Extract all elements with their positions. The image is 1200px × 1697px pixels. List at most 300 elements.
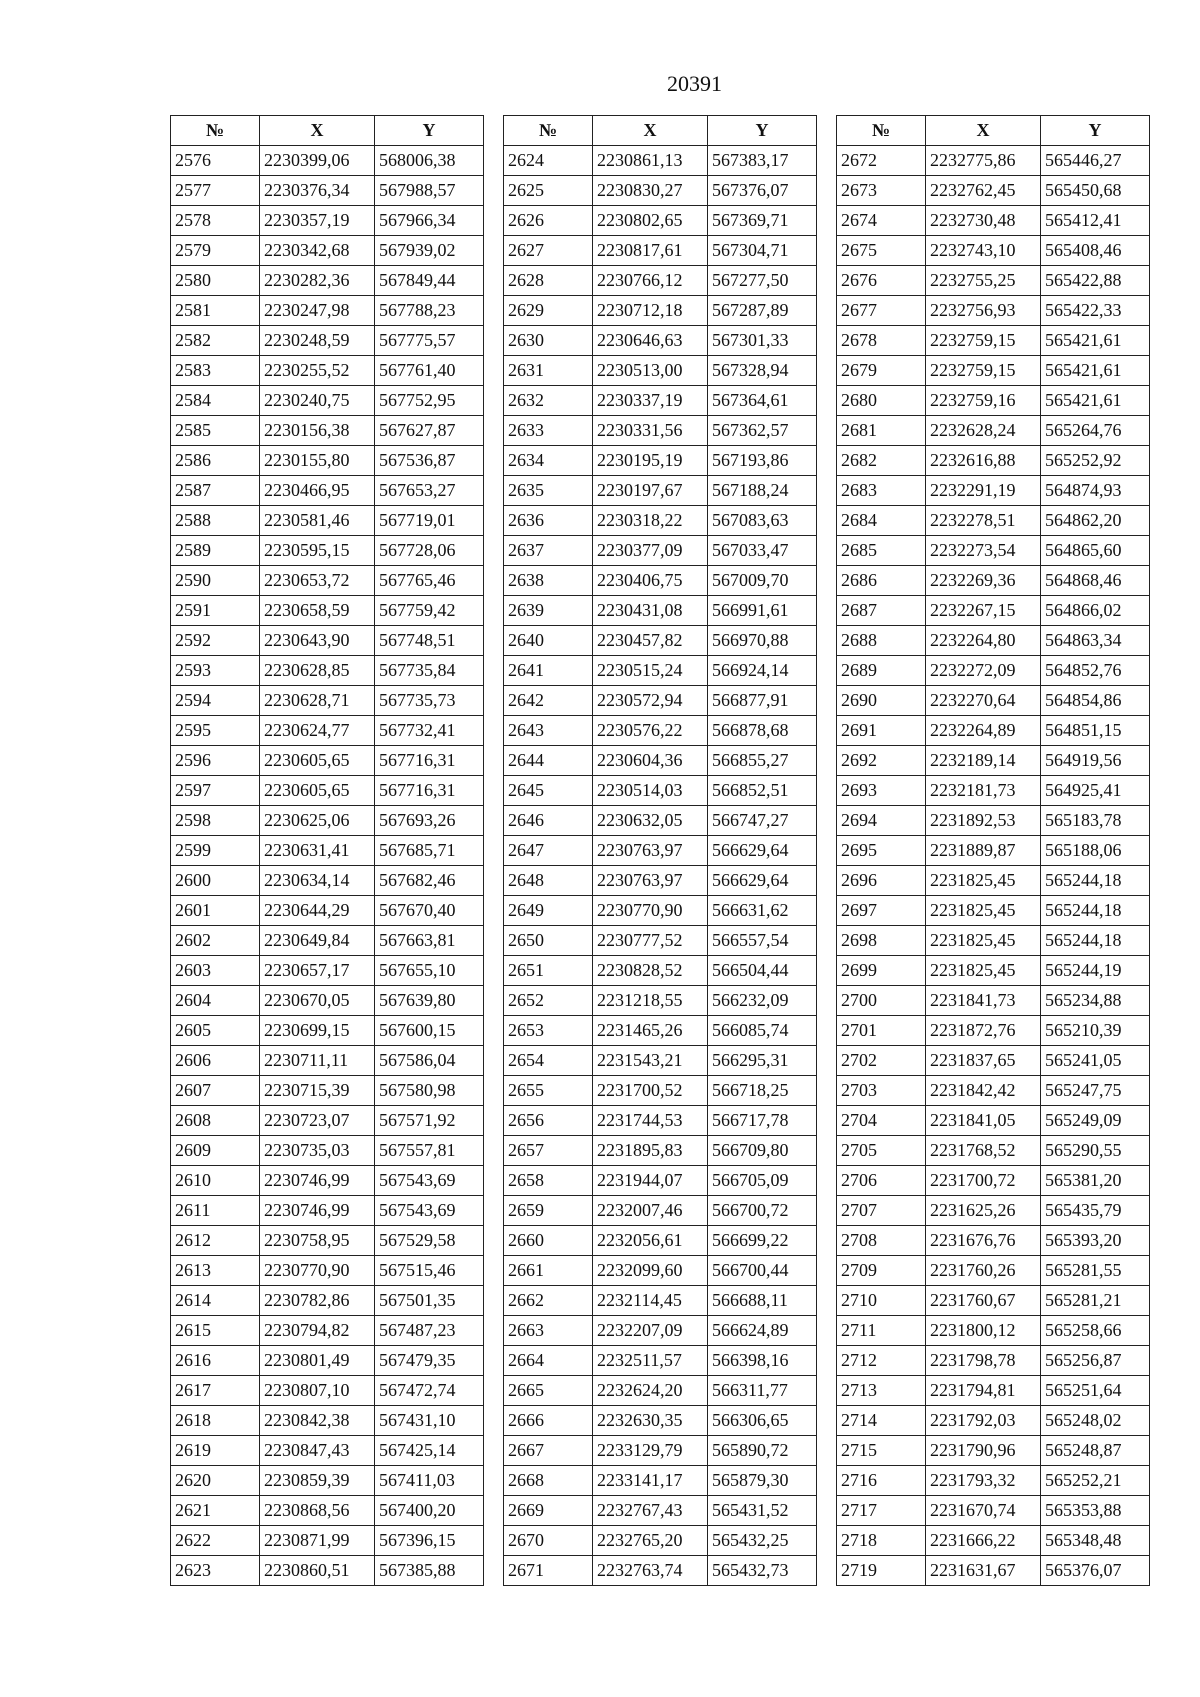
cell-y: 565281,55 [1041, 1256, 1150, 1286]
cell-x: 2230337,19 [593, 386, 708, 416]
cell-x: 2232264,89 [926, 716, 1041, 746]
cell-number: 2694 [837, 806, 926, 836]
cell-x: 2231944,07 [593, 1166, 708, 1196]
cell-number: 2714 [837, 1406, 926, 1436]
cell-x: 2230735,03 [260, 1136, 375, 1166]
cell-x: 2232765,20 [593, 1526, 708, 1556]
cell-y: 567653,27 [375, 476, 484, 506]
cell-number: 2713 [837, 1376, 926, 1406]
table-row [837, 356, 1150, 386]
cell-y: 565258,66 [1041, 1316, 1150, 1346]
table-row [504, 1046, 817, 1076]
table-row [171, 986, 484, 1016]
table-row [504, 236, 817, 266]
cell-y: 564868,46 [1041, 566, 1150, 596]
table-row [504, 1226, 817, 1256]
cell-y: 566311,77 [708, 1376, 817, 1406]
cell-number: 2670 [504, 1526, 593, 1556]
table-row [504, 986, 817, 1016]
cell-number: 2638 [504, 566, 593, 596]
cell-x: 2231218,55 [593, 986, 708, 1016]
cell-y: 567009,70 [708, 566, 817, 596]
cell-number: 2593 [171, 656, 260, 686]
cell-y: 566306,65 [708, 1406, 817, 1436]
cell-x: 2230406,75 [593, 566, 708, 596]
cell-number: 2654 [504, 1046, 593, 1076]
table-header-row [171, 116, 484, 146]
cell-y: 565450,68 [1041, 176, 1150, 206]
table-row [504, 746, 817, 776]
table-row [837, 956, 1150, 986]
cell-x: 2232273,54 [926, 536, 1041, 566]
cell-x: 2231543,21 [593, 1046, 708, 1076]
cell-y: 566970,88 [708, 626, 817, 656]
cell-y: 566705,09 [708, 1166, 817, 1196]
cell-x: 2231842,42 [926, 1076, 1041, 1106]
cell-number: 2649 [504, 896, 593, 926]
cell-number: 2625 [504, 176, 593, 206]
table-row [837, 1016, 1150, 1046]
page-number: 20391 [667, 71, 722, 96]
cell-y: 565435,79 [1041, 1196, 1150, 1226]
cell-number: 2580 [171, 266, 260, 296]
cell-y: 567849,44 [375, 266, 484, 296]
table-row [171, 806, 484, 836]
cell-x: 2230766,12 [593, 266, 708, 296]
cell-y: 566700,44 [708, 1256, 817, 1286]
cell-x: 2230763,97 [593, 866, 708, 896]
cell-number: 2693 [837, 776, 926, 806]
cell-x: 2231825,45 [926, 866, 1041, 896]
cell-x: 2232189,14 [926, 746, 1041, 776]
cell-number: 2617 [171, 1376, 260, 1406]
cell-y: 565252,92 [1041, 446, 1150, 476]
table-row [837, 1316, 1150, 1346]
cell-number: 2672 [837, 146, 926, 176]
cell-y: 567719,01 [375, 506, 484, 536]
cell-y: 567748,51 [375, 626, 484, 656]
cell-x: 2231625,26 [926, 1196, 1041, 1226]
cell-number: 2648 [504, 866, 593, 896]
cell-number: 2715 [837, 1436, 926, 1466]
table-row [504, 386, 817, 416]
table-header-row [837, 116, 1150, 146]
cell-x: 2231768,52 [926, 1136, 1041, 1166]
cell-number: 2718 [837, 1526, 926, 1556]
cell-number: 2602 [171, 926, 260, 956]
table-row [837, 716, 1150, 746]
table-row [504, 356, 817, 386]
cell-number: 2705 [837, 1136, 926, 1166]
cell-y: 566688,11 [708, 1286, 817, 1316]
cell-y: 567586,04 [375, 1046, 484, 1076]
cell-x: 2232099,60 [593, 1256, 708, 1286]
table-row [171, 1016, 484, 1046]
cell-y: 565234,88 [1041, 986, 1150, 1016]
cell-y: 567732,41 [375, 716, 484, 746]
cell-x: 2230670,05 [260, 986, 375, 1016]
cell-y: 567536,87 [375, 446, 484, 476]
cell-x: 2230871,99 [260, 1526, 375, 1556]
cell-number: 2677 [837, 296, 926, 326]
cell-number: 2703 [837, 1076, 926, 1106]
cell-x: 2230801,49 [260, 1346, 375, 1376]
cell-y: 567693,26 [375, 806, 484, 836]
cell-number: 2599 [171, 836, 260, 866]
cell-x: 2232272,09 [926, 656, 1041, 686]
cell-number: 2629 [504, 296, 593, 326]
cell-number: 2616 [171, 1346, 260, 1376]
cell-y: 565412,41 [1041, 206, 1150, 236]
cell-number: 2695 [837, 836, 926, 866]
table-row [171, 956, 484, 986]
cell-x: 2230255,52 [260, 356, 375, 386]
table-row [837, 1226, 1150, 1256]
cell-y: 565248,87 [1041, 1436, 1150, 1466]
table-row [504, 476, 817, 506]
cell-number: 2682 [837, 446, 926, 476]
table-row [837, 1286, 1150, 1316]
cell-number: 2702 [837, 1046, 926, 1076]
cell-y: 565188,06 [1041, 836, 1150, 866]
cell-x: 2230842,38 [260, 1406, 375, 1436]
cell-x: 2230859,39 [260, 1466, 375, 1496]
table-row [837, 656, 1150, 686]
table-row [504, 1196, 817, 1226]
cell-y: 567761,40 [375, 356, 484, 386]
table-row [171, 206, 484, 236]
cell-x: 2230777,52 [593, 926, 708, 956]
cell-y: 564852,76 [1041, 656, 1150, 686]
cell-x: 2230357,19 [260, 206, 375, 236]
cell-x: 2231794,81 [926, 1376, 1041, 1406]
cell-x: 2230817,61 [593, 236, 708, 266]
cell-y: 567515,46 [375, 1256, 484, 1286]
cell-y: 567287,89 [708, 296, 817, 326]
table-row [171, 386, 484, 416]
cell-number: 2652 [504, 986, 593, 1016]
cell-y: 566629,64 [708, 836, 817, 866]
table-row [171, 1556, 484, 1586]
cell-number: 2697 [837, 896, 926, 926]
cell-x: 2230240,75 [260, 386, 375, 416]
cell-y: 567487,23 [375, 1316, 484, 1346]
cell-number: 2589 [171, 536, 260, 566]
cell-x: 2231895,83 [593, 1136, 708, 1166]
table-row [504, 1466, 817, 1496]
table-row [837, 1046, 1150, 1076]
cell-x: 2232616,88 [926, 446, 1041, 476]
cell-x: 2233129,79 [593, 1436, 708, 1466]
cell-x: 2230712,18 [593, 296, 708, 326]
table-row [504, 176, 817, 206]
cell-number: 2704 [837, 1106, 926, 1136]
cell-y: 564919,56 [1041, 746, 1150, 776]
cell-y: 565353,88 [1041, 1496, 1150, 1526]
table-row [171, 776, 484, 806]
cell-number: 2604 [171, 986, 260, 1016]
table-row [504, 596, 817, 626]
cell-y: 565446,27 [1041, 146, 1150, 176]
table-row [837, 296, 1150, 326]
table-row [837, 206, 1150, 236]
cell-x: 2230770,90 [593, 896, 708, 926]
cell-number: 2674 [837, 206, 926, 236]
cell-number: 2645 [504, 776, 593, 806]
cell-x: 2231744,53 [593, 1106, 708, 1136]
cell-x: 2230331,56 [593, 416, 708, 446]
cell-y: 565244,19 [1041, 956, 1150, 986]
table-row [171, 686, 484, 716]
table-row [171, 1136, 484, 1166]
table-row [504, 626, 817, 656]
cell-number: 2707 [837, 1196, 926, 1226]
cell-y: 565244,18 [1041, 866, 1150, 896]
cell-number: 2601 [171, 896, 260, 926]
cell-number: 2590 [171, 566, 260, 596]
cell-x: 2231666,22 [926, 1526, 1041, 1556]
cell-y: 567735,73 [375, 686, 484, 716]
cell-y: 567301,33 [708, 326, 817, 356]
cell-y: 566295,31 [708, 1046, 817, 1076]
cell-number: 2582 [171, 326, 260, 356]
cell-y: 565432,73 [708, 1556, 817, 1586]
cell-number: 2684 [837, 506, 926, 536]
coordinates-table-3 [836, 115, 1150, 1586]
cell-y: 564854,86 [1041, 686, 1150, 716]
table-row [504, 716, 817, 746]
cell-x: 2231676,76 [926, 1226, 1041, 1256]
cell-number: 2622 [171, 1526, 260, 1556]
cell-x: 2232114,45 [593, 1286, 708, 1316]
cell-y: 565244,18 [1041, 926, 1150, 956]
cell-number: 2710 [837, 1286, 926, 1316]
cell-number: 2647 [504, 836, 593, 866]
cell-y: 566624,89 [708, 1316, 817, 1346]
table-row [504, 776, 817, 806]
cell-number: 2692 [837, 746, 926, 776]
table-row [504, 1016, 817, 1046]
table-row [171, 1196, 484, 1226]
cell-y: 565210,39 [1041, 1016, 1150, 1046]
table-row [504, 1136, 817, 1166]
table-row [504, 1106, 817, 1136]
cell-y: 567988,57 [375, 176, 484, 206]
table-row [504, 806, 817, 836]
cell-x: 2232630,35 [593, 1406, 708, 1436]
cell-y: 566699,22 [708, 1226, 817, 1256]
cell-x: 2231760,26 [926, 1256, 1041, 1286]
cell-number: 2619 [171, 1436, 260, 1466]
cell-y: 566717,78 [708, 1106, 817, 1136]
table-row [171, 536, 484, 566]
cell-x: 2230457,82 [593, 626, 708, 656]
table-row [837, 836, 1150, 866]
cell-number: 2656 [504, 1106, 593, 1136]
cell-x: 2232628,24 [926, 416, 1041, 446]
table-row [171, 836, 484, 866]
table-row [171, 1466, 484, 1496]
cell-y: 566924,14 [708, 656, 817, 686]
cell-x: 2230861,13 [593, 146, 708, 176]
cell-number: 2689 [837, 656, 926, 686]
table-row [837, 416, 1150, 446]
cell-number: 2700 [837, 986, 926, 1016]
cell-number: 2651 [504, 956, 593, 986]
cell-x: 2232181,73 [926, 776, 1041, 806]
table-row [504, 1556, 817, 1586]
cell-y: 567716,31 [375, 746, 484, 776]
cell-x: 2232743,10 [926, 236, 1041, 266]
cell-number: 2594 [171, 686, 260, 716]
cell-number: 2603 [171, 956, 260, 986]
cell-x: 2230605,65 [260, 746, 375, 776]
cell-x: 2232007,46 [593, 1196, 708, 1226]
cell-number: 2701 [837, 1016, 926, 1046]
cell-x: 2232775,86 [926, 146, 1041, 176]
cell-x: 2232730,48 [926, 206, 1041, 236]
cell-number: 2643 [504, 716, 593, 746]
cell-x: 2232264,80 [926, 626, 1041, 656]
cell-y: 565422,88 [1041, 266, 1150, 296]
cell-y: 565381,20 [1041, 1166, 1150, 1196]
cell-x: 2230653,72 [260, 566, 375, 596]
table-row [171, 356, 484, 386]
cell-y: 567304,71 [708, 236, 817, 266]
table-row [171, 716, 484, 746]
cell-x: 2230782,86 [260, 1286, 375, 1316]
cell-x: 2230699,15 [260, 1016, 375, 1046]
cell-x: 2230758,95 [260, 1226, 375, 1256]
cell-number: 2717 [837, 1496, 926, 1526]
cell-y: 565421,61 [1041, 386, 1150, 416]
cell-number: 2663 [504, 1316, 593, 1346]
cell-y: 567728,06 [375, 536, 484, 566]
cell-y: 567580,98 [375, 1076, 484, 1106]
cell-number: 2614 [171, 1286, 260, 1316]
cell-number: 2642 [504, 686, 593, 716]
cell-x: 2232270,64 [926, 686, 1041, 716]
cell-number: 2678 [837, 326, 926, 356]
table-row [171, 146, 484, 176]
cell-y: 567939,02 [375, 236, 484, 266]
table-row [837, 776, 1150, 806]
table-row [171, 1256, 484, 1286]
table-row [171, 446, 484, 476]
table-row [171, 1046, 484, 1076]
cell-x: 2230399,06 [260, 146, 375, 176]
cell-y: 566991,61 [708, 596, 817, 626]
cell-number: 2606 [171, 1046, 260, 1076]
cell-y: 565247,75 [1041, 1076, 1150, 1106]
cell-x: 2232759,15 [926, 356, 1041, 386]
cell-number: 2655 [504, 1076, 593, 1106]
cell-y: 564866,02 [1041, 596, 1150, 626]
cell-x: 2232755,25 [926, 266, 1041, 296]
cell-y: 564862,20 [1041, 506, 1150, 536]
cell-x: 2230649,84 [260, 926, 375, 956]
column-header-x: X [260, 116, 375, 146]
table-row [837, 866, 1150, 896]
cell-number: 2685 [837, 536, 926, 566]
cell-number: 2586 [171, 446, 260, 476]
cell-number: 2605 [171, 1016, 260, 1046]
coordinates-table-1 [170, 115, 484, 1586]
table-row [171, 1226, 484, 1256]
cell-number: 2579 [171, 236, 260, 266]
table-row [504, 866, 817, 896]
table-row [504, 536, 817, 566]
cell-number: 2680 [837, 386, 926, 416]
cell-y: 567765,46 [375, 566, 484, 596]
cell-number: 2597 [171, 776, 260, 806]
cell-number: 2709 [837, 1256, 926, 1286]
table-row [837, 326, 1150, 356]
cell-y: 565879,30 [708, 1466, 817, 1496]
cell-x: 2230282,36 [260, 266, 375, 296]
table-row [171, 566, 484, 596]
table-row [837, 1406, 1150, 1436]
cell-x: 2230156,38 [260, 416, 375, 446]
table-row [837, 1196, 1150, 1226]
cell-x: 2231889,87 [926, 836, 1041, 866]
cell-y: 567277,50 [708, 266, 817, 296]
cell-y: 564863,34 [1041, 626, 1150, 656]
cell-number: 2659 [504, 1196, 593, 1226]
cell-y: 567383,17 [708, 146, 817, 176]
cell-y: 565249,09 [1041, 1106, 1150, 1136]
table-row [171, 656, 484, 686]
cell-number: 2719 [837, 1556, 926, 1586]
cell-x: 2230318,22 [593, 506, 708, 536]
cell-number: 2661 [504, 1256, 593, 1286]
cell-y: 565251,64 [1041, 1376, 1150, 1406]
cell-x: 2230860,51 [260, 1556, 375, 1586]
cell-number: 2711 [837, 1316, 926, 1346]
table-row [504, 1316, 817, 1346]
cell-number: 2631 [504, 356, 593, 386]
table-row [171, 476, 484, 506]
cell-y: 567033,47 [708, 536, 817, 566]
table-row [171, 746, 484, 776]
cell-number: 2635 [504, 476, 593, 506]
column-header-y: Y [375, 116, 484, 146]
cell-y: 566700,72 [708, 1196, 817, 1226]
table-row [504, 1166, 817, 1196]
table-row [504, 566, 817, 596]
table-row [504, 266, 817, 296]
cell-number: 2620 [171, 1466, 260, 1496]
cell-number: 2607 [171, 1076, 260, 1106]
cell-number: 2626 [504, 206, 593, 236]
table-row [837, 536, 1150, 566]
table-row [837, 1436, 1150, 1466]
cell-y: 566398,16 [708, 1346, 817, 1376]
cell-y: 566504,44 [708, 956, 817, 986]
cell-y: 565376,07 [1041, 1556, 1150, 1586]
cell-y: 567752,95 [375, 386, 484, 416]
cell-y: 565422,33 [1041, 296, 1150, 326]
table-row [171, 926, 484, 956]
cell-x: 2230628,85 [260, 656, 375, 686]
cell-y: 567543,69 [375, 1166, 484, 1196]
cell-y: 568006,38 [375, 146, 484, 176]
cell-y: 565183,78 [1041, 806, 1150, 836]
cell-x: 2231670,74 [926, 1496, 1041, 1526]
cell-x: 2230197,67 [593, 476, 708, 506]
cell-number: 2628 [504, 266, 593, 296]
cell-y: 567193,86 [708, 446, 817, 476]
